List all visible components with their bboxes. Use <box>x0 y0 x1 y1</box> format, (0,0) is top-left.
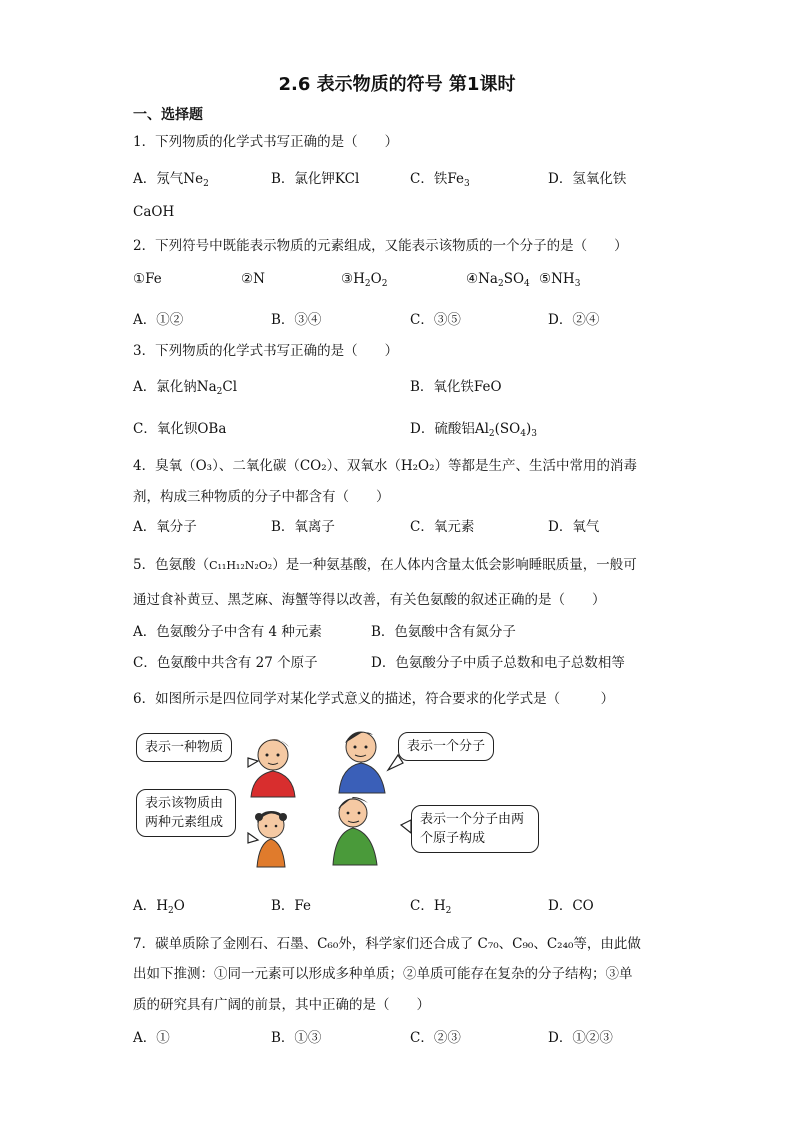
q2-symbol-3: $③H_2O_2$ <box>341 271 388 289</box>
q1-option-d: D．氢氧化铁 <box>548 171 627 187</box>
q2-option-d: D．②④ <box>548 312 600 328</box>
q3-option-c: C．氧化钡OBa <box>133 421 227 437</box>
q5-option-c: C．色氨酸中共含有 27 个原子 <box>133 655 318 671</box>
q7-option-b: B．①③ <box>271 1030 322 1046</box>
q4-option-c: C．氧元素 <box>410 519 475 535</box>
question-5-stem-line2: 通过食补黄豆、黑芝麻、海蟹等得以改善，有关色氨酸的叙述正确的是（ ） <box>133 592 606 608</box>
student-2-figure <box>339 732 385 793</box>
q1-option-b: B．氯化钾KCl <box>271 171 360 187</box>
q2-option-b: B．③④ <box>271 312 322 328</box>
q2-symbol-5: $⑤NH_3$ <box>539 271 581 289</box>
q5-option-d: D．色氨酸分子中质子总数和电子总数相等 <box>371 655 625 671</box>
students-illustration <box>133 725 533 870</box>
q7-option-a: A．① <box>133 1030 170 1046</box>
q5-option-a: A．色氨酸分子中含有 4 种元素 <box>133 624 322 640</box>
q3-option-b: B．氧化铁FeO <box>410 379 502 395</box>
q6-option-a: A．$H_2O$ <box>133 898 185 916</box>
student-3-figure <box>255 811 287 867</box>
speech-bubble-2: 表示一个分子 <box>398 732 494 761</box>
section-heading: 一、选择题 <box>133 107 203 123</box>
q1-option-a: A．氖气$Ne_2$ <box>133 171 209 189</box>
question-4-stem-line1: 4．臭氧（O₃）、二氧化碳（CO₂）、双氧水（H₂O₂）等都是生产、生活中常用的消毒 <box>133 458 638 474</box>
question-5-stem-line1: 5．色氨酸（C₁₁H₁₂N₂O₂）是一种氨基酸，在人体内含量太低会影响睡眠质量，一般可 <box>133 557 637 573</box>
page-title: 2.6 表示物质的符号 第1课时 <box>278 74 516 95</box>
question-7-stem-line2: 出如下推测：①同一元素可以形成多种单质；②单质可能存在复杂的分子结构；③单 <box>133 966 633 982</box>
q2-symbol-4: $④Na_2SO_4$ <box>466 271 530 289</box>
question-1-stem: 1．下列物质的化学式书写正确的是（ ） <box>133 134 399 150</box>
q1-option-d-formula: CaOH <box>133 204 175 220</box>
q6-option-d: D．CO <box>548 898 594 914</box>
question-6-stem: 6．如图所示是四位同学对某化学式意义的描述，符合要求的化学式是（ ） <box>133 691 615 707</box>
q7-option-d: D．①②③ <box>548 1030 613 1046</box>
question-3-stem: 3．下列物质的化学式书写正确的是（ ） <box>133 343 399 359</box>
q3-option-a: A．氯化钠$Na_2Cl$ <box>133 379 238 397</box>
q2-option-c: C．③⑤ <box>410 312 461 328</box>
q2-option-a: A．①② <box>133 312 184 328</box>
q7-option-c: C．②③ <box>410 1030 461 1046</box>
speech-bubble-3: 表示该物质由两种元素组成 <box>136 789 236 837</box>
question-7-stem-line3: 质的研究具有广阔的前景，其中正确的是（ ） <box>133 997 430 1013</box>
q6-option-b: B．Fe <box>271 898 312 914</box>
question-7-stem-line1: 7．碳单质除了金刚石、石墨、C₆₀外，科学家们还合成了 C₇₀、C₉₀、C₂₄₀等，由此做 <box>133 936 641 952</box>
student-4-figure <box>333 797 377 865</box>
q2-symbol-1: ①Fe <box>133 271 162 287</box>
q3-option-d: D．硫酸铝$Al_2(SO_4)_3$ <box>410 421 537 439</box>
q4-option-b: B．氧离子 <box>271 519 335 535</box>
q6-option-c: C．$H_2$ <box>410 898 452 916</box>
question-4-stem-line2: 剂，构成三种物质的分子中都含有（ ） <box>133 489 390 505</box>
speech-bubble-4: 表示一个分子由两个原子构成 <box>411 805 539 853</box>
question-2-stem: 2．下列符号中既能表示物质的元素组成，又能表示该物质的一个分子的是（ ） <box>133 238 628 254</box>
q2-symbol-2: ②N <box>241 271 265 287</box>
q4-option-a: A．氧分子 <box>133 519 197 535</box>
q4-option-d: D．氧气 <box>548 519 600 535</box>
q5-option-b: B．色氨酸中含有氮分子 <box>371 624 516 640</box>
speech-bubble-1: 表示一种物质 <box>136 733 232 762</box>
q1-option-c: C．铁$Fe_3$ <box>410 171 470 189</box>
student-1-figure <box>251 739 295 797</box>
